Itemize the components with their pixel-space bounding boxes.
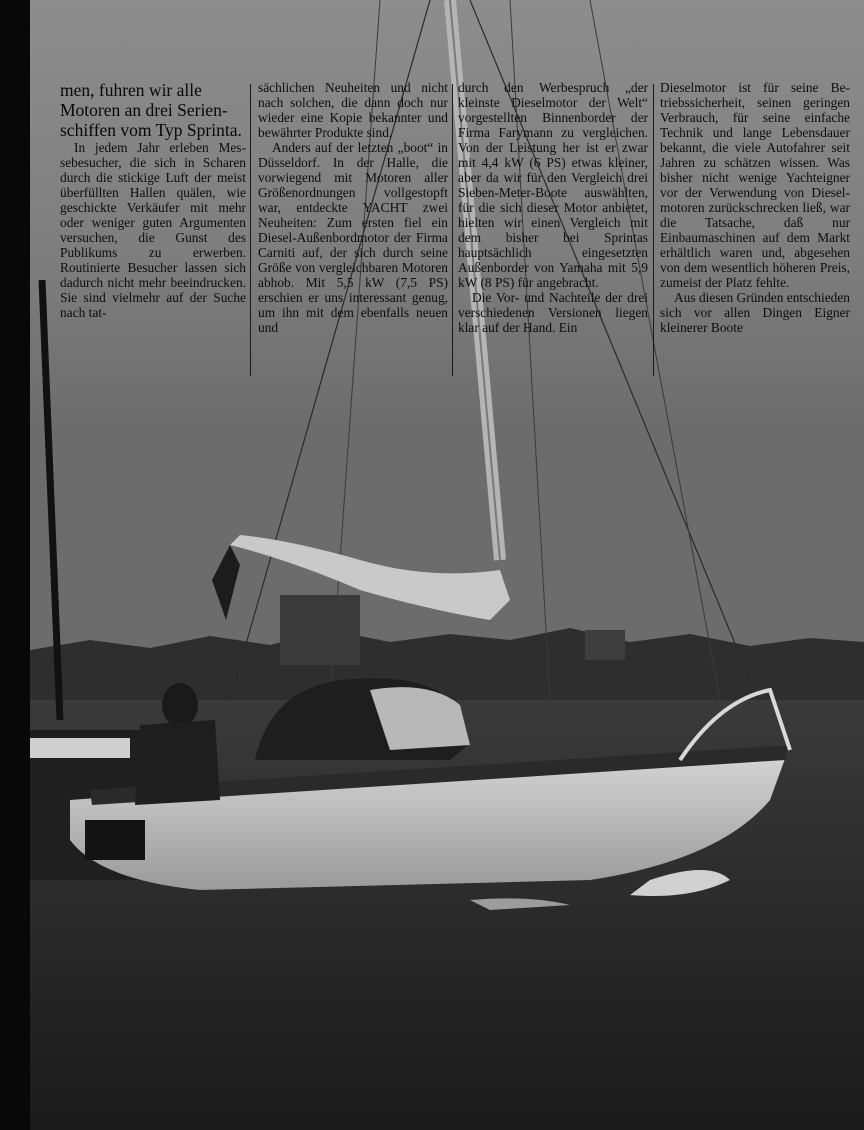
lead-text: men, fuhren wir alle Motoren an drei Serienschiffen vom Typ Sprinta.: [60, 80, 242, 140]
paragraph: sächlichen Neuheiten und nicht nach solchen, die dann doch nur wieder eine Kopie bekannter und bewährter Produkte sind.: [258, 80, 448, 140]
paragraph: Die Vor- und Nachteile der drei verschiedenen Versionen liegen klar auf der Hand. Ein: [458, 290, 648, 335]
column-rule-3: [653, 84, 654, 376]
column-rule-2: [452, 84, 453, 376]
text-column-4: [660, 80, 850, 335]
text-column-2: [258, 80, 448, 335]
paragraph: durch den Werbespruch „der kleinste Dieselmotor der Welt“ vorgestellten Binnenborder der Firma Farymann zu vergleichen. Von der Leistung her ist er zwar mit 4,4 kW (6 PS) etwas kleiner, aber da wir für den Vergleich drei Sieben-Meter-Boote auswählten, für die sich dieser Motor anbietet, hielten wir einen Vergleich mit dem bisher bei Sprintas hauptsächlich eingesetzten Außenborder von Yamaha mit 5,9 kW (8 PS) für angebracht.: [458, 80, 648, 290]
column-rule-1: [250, 84, 251, 376]
paragraph: Anders auf der letzten „boot“ in Düsseldorf. In der Halle, die vorwiegend mit Motoren aller Größenordnungen vollgestopft war, entdeckte YACHT zwei Neuheiten: Zum ersten fiel ein Diesel-Außenbordmotor der Firma Carniti auf, der sich durch seine Größe von vergleichbaren Motoren abhob. Mit 5,5 kW (7,5 PS) erschien er uns interessant genug, um ihn mit dem ebenfalls neuen und: [258, 140, 448, 335]
paragraph: Aus diesen Gründen entschieden sich vor allen Dingen Eigner kleinerer Boote: [660, 290, 850, 335]
text-column-3: [458, 80, 648, 335]
paragraph: Dieselmotor ist für seine Betriebssicherheit, seinen geringen Verbrauch, für seine einfache Technik und lange Lebensdauer bekannt, die viele Autofahrer seit Jahren zu schätzen wissen. Was bisher nicht wenige Yachteigner vor der Verwendung von Dieselmotoren zurückschrecken ließ, war die Tatsache, daß nur Einbaumaschinen auf dem Markt erhältlich waren und, abgesehen von dem wesentlich höheren Preis, zumeist der Platz fehlte.: [660, 80, 850, 290]
paragraph: In jedem Jahr erleben Messebesucher, die sich in Scharen durch die stickige Luft der meist überfüllten Hallen quälen, wie geschickte Verkäufer mit mehr oder weniger guten Argumenten versuchen, die Gunst des Publikums zu erwerben. Routinierte Besucher lassen sich dadurch nicht mehr beeindrucken. Sie sind vielmehr auf der Suche nach tat-: [60, 140, 246, 320]
page-binding-edge: [0, 0, 30, 1130]
text-column-1: [60, 80, 246, 320]
